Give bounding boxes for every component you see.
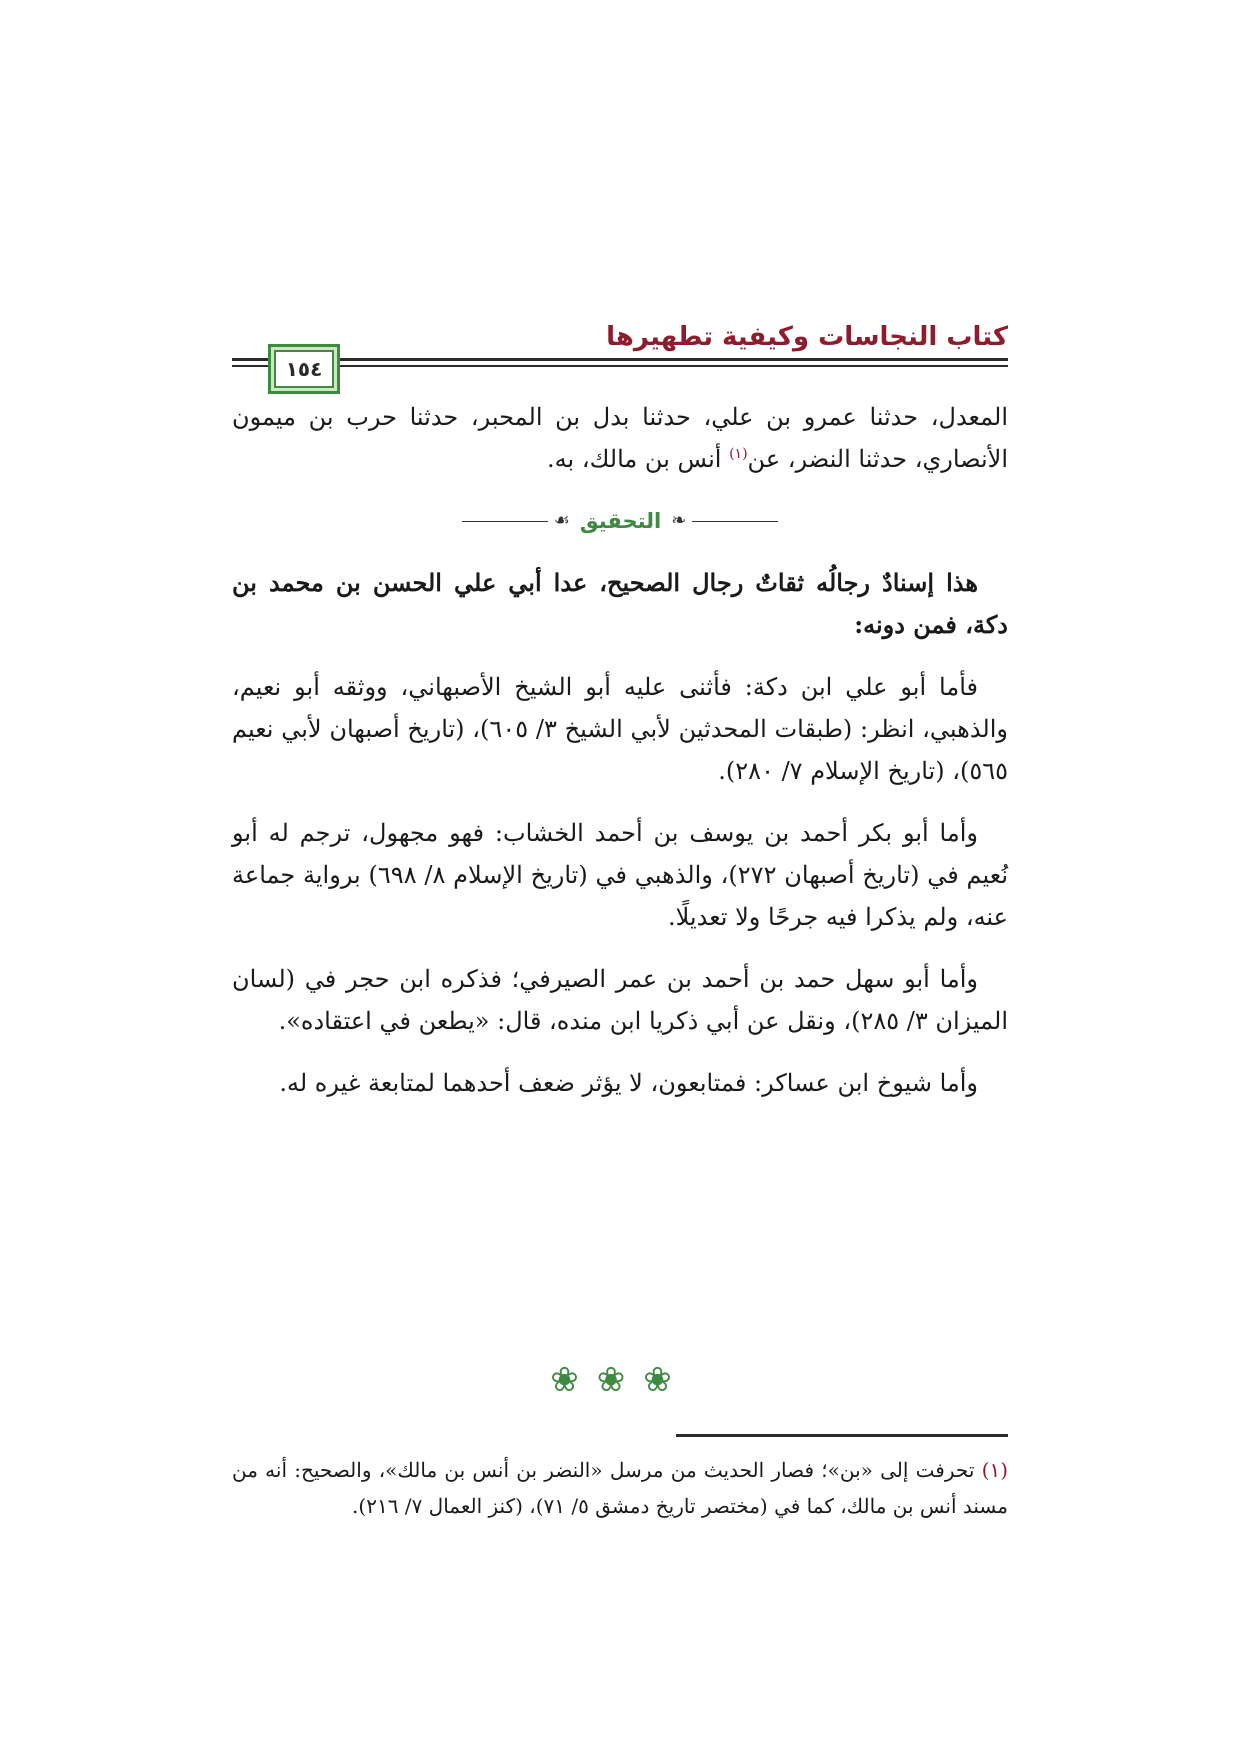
paragraph-chain: المعدل، حدثنا عمرو بن علي، حدثنا بدل بن المحبر، حدثنا حرب بن ميمون الأنصاري، حدثنا النضر، عن$^{(١)}$ أنس بن مالك، به. xyxy=(232,403,1008,473)
paragraph-ibn-dakka: فأما أبو علي ابن دكة: فأثنى عليه أبو الشيخ الأصبهاني، ووثقه أبو نعيم، والذهبي، انظر: (طبقات المحدثين لأبي الشيخ ٣/ ٦٠٥)، (تاريخ أصبهان لأبي نعيم ٥٦٥)، (تاريخ الإسلام ٧/ ٢٨٠). xyxy=(232,673,1009,785)
section-intro xyxy=(232,562,1008,646)
flower-ornament-icon: ❀❀❀ xyxy=(550,1360,690,1400)
page-header xyxy=(232,300,1008,396)
divider-line xyxy=(462,521,548,522)
divider-line xyxy=(692,521,778,522)
section-divider xyxy=(232,500,1008,542)
header-rule xyxy=(232,358,1008,361)
footnote xyxy=(232,1452,1008,1524)
paragraph-sayrafi: وأما أبو سهل حمد بن أحمد بن عمر الصيرفي؛ فذكره ابن حجر في (لسان الميزان ٣/ ٢٨٥)، ونقل عن أبي ذكريا ابن منده، قال: «يطعن في اعتقاده». xyxy=(232,965,1008,1035)
paragraph-summary: هذا إسنادٌ رجالُه ثقاتٌ رجال الصحيح، عدا أبي علي الحسن بن محمد بن دكة، فمن دونه: xyxy=(232,568,1008,639)
footnote-rule xyxy=(676,1434,1008,1437)
main-text xyxy=(232,396,1008,1104)
page-number-badge xyxy=(268,344,340,394)
page-number: ١٥٤ xyxy=(285,357,323,381)
footnote-text: تحرفت إلى «بن»؛ فصار الحديث من مرسل «النضر بن أنس بن مالك»، والصحيح: أنه من مسند أنس بن مالك، كما في (مختصر تاريخ دمشق ٥/ ٧١)، (كنز العمال ٧/ ٢١٦). xyxy=(232,1458,1008,1518)
ornament-icon: ❧ xyxy=(671,510,687,531)
paragraph-khashab: وأما أبو بكر أحمد بن يوسف بن أحمد الخشاب: فهو مجهول، ترجم له أبو نُعيم في (تاريخ أصبهان ٢٧٢)، والذهبي في (تاريخ الإسلام ٨/ ٦٩٨) برواية جماعة عنه، ولم يذكرا فيه جرحًا ولا تعديلًا. xyxy=(232,819,1009,931)
footnote-number: (١) xyxy=(981,1458,1008,1482)
header-rule-thin xyxy=(232,365,1008,367)
paragraph-ibn-asakir: وأما شيوخ ابن عساكر: فمتابعون، لا يؤثر ضعف أحدهما لمتابعة غيره له. xyxy=(279,1069,978,1097)
section-title: التحقيق xyxy=(579,509,662,533)
ornament-icon: ☙ xyxy=(553,510,570,531)
book-title: كتاب النجاسات وكيفية تطهيرها xyxy=(606,322,1008,352)
footnote-ref[interactable]: (١) xyxy=(729,446,748,462)
page xyxy=(232,300,1009,1518)
